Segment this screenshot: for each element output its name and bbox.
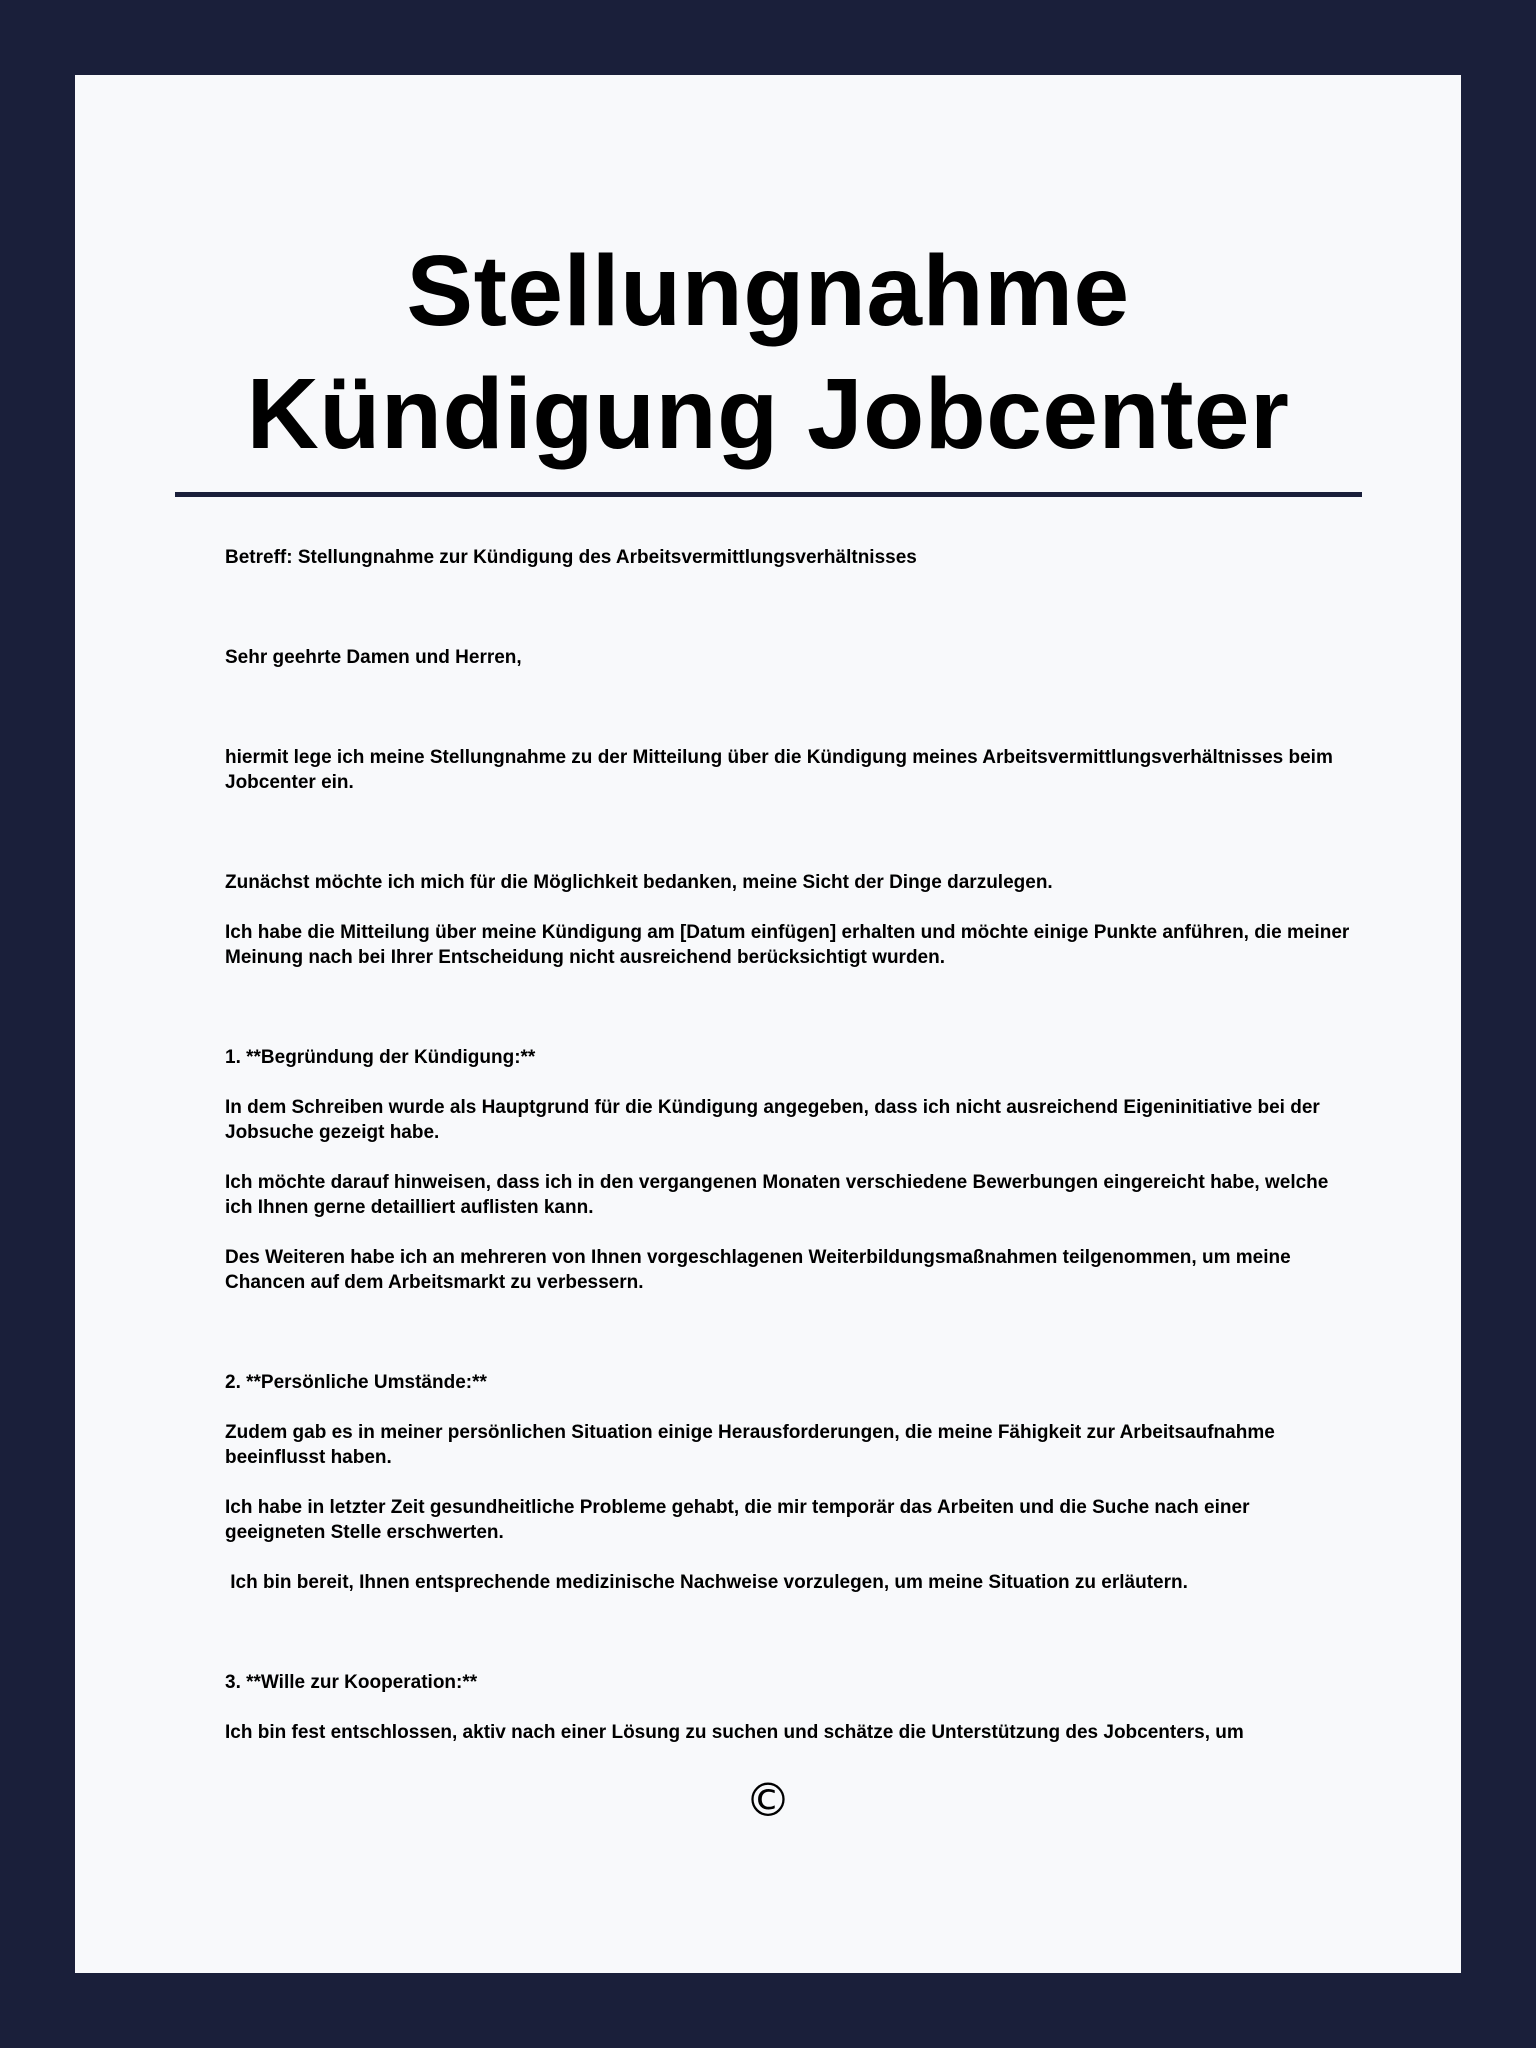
section-2-paragraph-1: Zudem gab es in meiner persönlichen Situation einige Herausforderungen, die meine Fähigkeit zur Arbeitsaufnahme beeinflusst haben. (225, 1422, 1281, 1468)
intro-paragraph: hiermit lege ich meine Stellungnahme zu der Mitteilung über die Kündigung meines Arbeitsvermittlungsverhältnisses beim Jobcenter ein. (225, 747, 1339, 793)
salutation: Sehr geehrte Damen und Herren, (225, 647, 522, 668)
document-page (75, 75, 1461, 1973)
section-2-paragraph-3: Ich bin bereit, Ihnen entsprechende medizinische Nachweise vorzulegen, um meine Situation zu erläutern. (225, 1572, 1188, 1593)
title-line-1: Stellungnahme (406, 235, 1130, 347)
notice-paragraph: Ich habe die Mitteilung über meine Kündigung am [Datum einfügen] erhalten und möchte einige Punkte anführen, die meiner Meinung nach bei Ihrer Entscheidung nicht ausreichend berücksichtigt wurden. (225, 922, 1355, 968)
section-1-paragraph-2: Ich möchte darauf hinweisen, dass ich in den vergangenen Monaten verschiedene Bewerbungen eingereicht habe, welche ich Ihnen gerne detailliert auflisten kann. (225, 1172, 1334, 1218)
section-3-heading: 3. **Wille zur Kooperation:** (225, 1672, 478, 1693)
section-3-paragraph-1: Ich bin fest entschlossen, aktiv nach einer Lösung zu suchen und schätze die Unterstützung des Jobcenters, um (225, 1722, 1244, 1743)
letter-body (225, 545, 1355, 1745)
title-divider (175, 492, 1362, 497)
subject-line: Betreff: Stellungnahme zur Kündigung des Arbeitsvermittlungsverhältnisses (225, 547, 917, 568)
section-1-paragraph-3: Des Weiteren habe ich an mehreren von Ihnen vorgeschlagenen Weiterbildungsmaßnahmen teilgenommen, um meine Chancen auf dem Arbeitsmarkt zu verbessern. (225, 1247, 1296, 1293)
document-title (75, 230, 1461, 476)
title-line-2: Kündigung Jobcenter (246, 358, 1290, 470)
copyright-icon: © (745, 1773, 791, 1827)
section-2-heading: 2. **Persönliche Umstände:** (225, 1372, 487, 1393)
section-1-heading: 1. **Begründung der Kündigung:** (225, 1047, 536, 1068)
section-2-paragraph-2: Ich habe in letzter Zeit gesundheitliche Probleme gehabt, die mir temporär das Arbeiten und die Suche nach einer geeigneten Stelle erschwerten. (225, 1497, 1255, 1543)
section-1-paragraph-1: In dem Schreiben wurde als Hauptgrund für die Kündigung angegeben, dass ich nicht ausreichend Eigeninitiative bei der Jobsuche gezeigt habe. (225, 1097, 1326, 1143)
thanks-paragraph: Zunächst möchte ich mich für die Möglichkeit bedanken, meine Sicht der Dinge darzulegen. (225, 872, 1053, 893)
